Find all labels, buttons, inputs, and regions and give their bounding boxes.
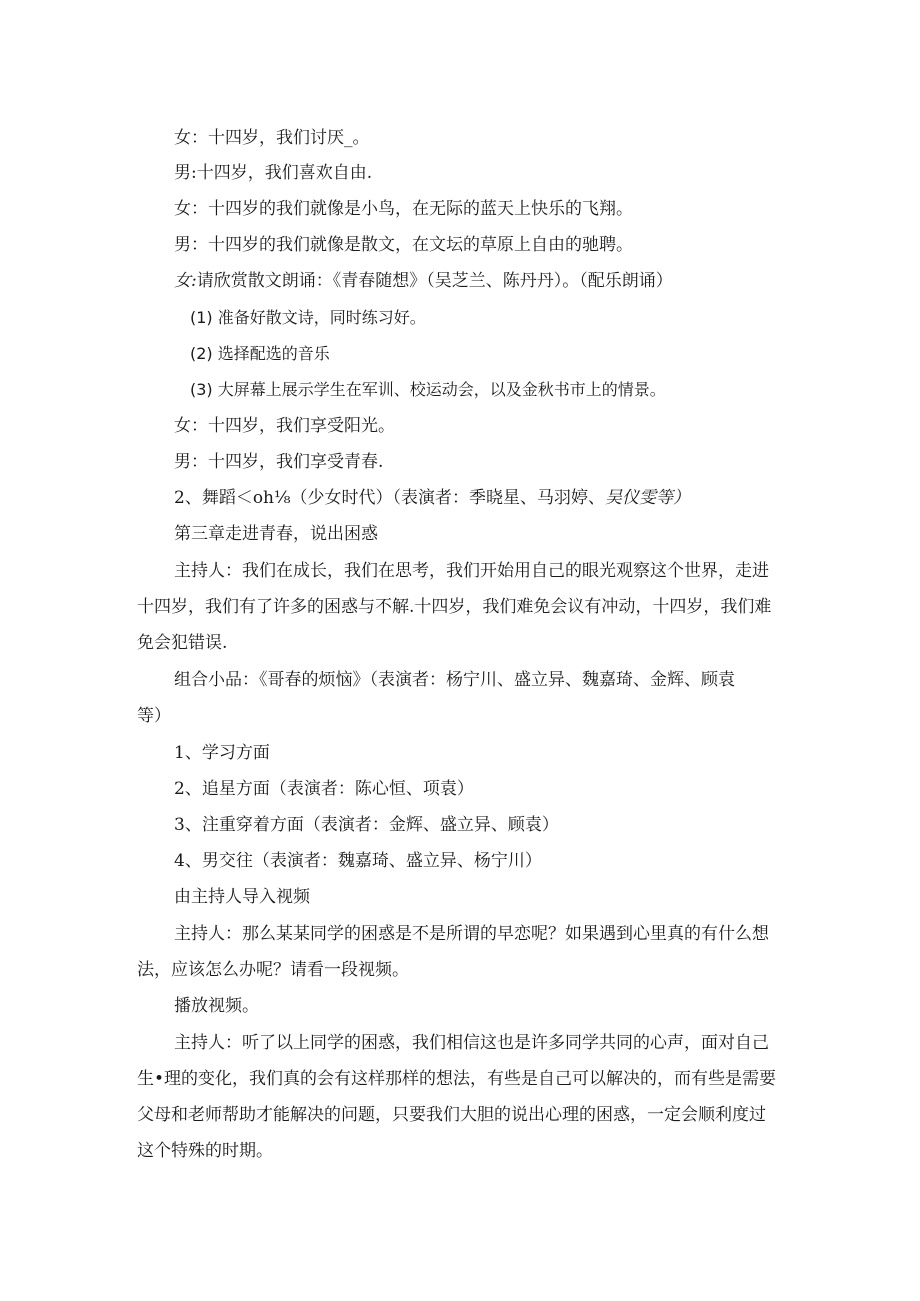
list-item: 2、追星方面（表演者：陈心恒、项袁） [174,779,474,799]
para2-line2: 等） [137,706,171,726]
para1-line2: 十四岁，我们有了许多的困惑与不解.十四岁，我们难免会议有冲动，十四岁，我们难 [137,597,772,617]
text-line-4: 男：十四岁的我们就像是散文，在文坛的草原上自由的驰聘。 [174,235,633,255]
list-item: 4、男交往（表演者：魏嘉琦、盛立异、杨宁川） [174,851,542,871]
para4-line1: 主持人：听了以上同学的困惑，我们相信这也是许多同学共同的心声，面对自己 [174,1033,769,1053]
list-item: (1) 准备好散文诗，同时练习好。 [190,308,426,327]
list-item: (3) 大屏幕上展示学生在军训、校运动会，以及金秋书市上的情景。 [190,380,666,399]
text-line-1: 女：十四岁，我们讨厌_。 [174,128,370,148]
list-item: (2) 选择配选的音乐 [190,344,330,363]
para1-line1: 主持人：我们在成长，我们在思考，我们开始用自己的眼光观察这个世界，走进 [174,561,769,581]
text-line-8: 由主持人导入视频 [174,887,310,907]
text-line-6: 女：十四岁，我们享受阳光。 [174,416,395,436]
para4-line3: 父母和老师帮助才能解决的问题，只要我们大胆的说出心理的困惑，一定会顺利度过 [137,1105,766,1125]
list-item: 3、注重穿着方面（表演者：金辉、盛立异、顾袁） [174,815,559,835]
para3-line2: 法，应该怎么办呢？请看一段视频。 [137,960,409,980]
text-line-2: 男:十四岁，我们喜欢自由. [174,163,373,183]
line5-text: 请欣赏散文朗诵：《青春随想》（吴芝兰、陈丹丹）。（配乐朗诵） [196,271,673,291]
dance-line-main: 2、舞蹈＜oh⅛（少女时代）（表演者：季晓星、马羽婷、 [174,488,605,508]
para1-line3: 免会犯错误. [137,633,228,653]
text-line-9: 播放视频。 [174,996,259,1016]
para2-line1: 组合小品：《哥春的烦恼》（表演者：杨宁川、盛立异、魏嘉琦、金辉、顾袁 [174,670,735,690]
para4-line4: 这个特殊的时期。 [137,1141,273,1161]
list-item: 1、学习方面 [174,743,270,763]
para3-line1: 主持人：那么某某同学的困惑是不是所谓的早恋呢？如果遇到心里真的有什么想 [174,924,769,944]
dance-line-tail: 吴仪雯等） [604,488,690,508]
text-line-3: 女：十四岁的我们就像是小鸟，在无际的蓝天上快乐的飞翔。 [174,199,633,219]
text-line-7: 男：十四岁，我们享受青春. [174,452,384,472]
chapter-heading: 第三章走进青春，说出困惑 [174,524,378,544]
para4-line2: 生•理的变化，我们真的会有这样那样的想法，有些是自己可以解决的，而有些是需要 [137,1069,777,1089]
text-line-5 [174,271,673,291]
dance-line [174,488,690,508]
speaker-label: 女: [174,271,197,291]
